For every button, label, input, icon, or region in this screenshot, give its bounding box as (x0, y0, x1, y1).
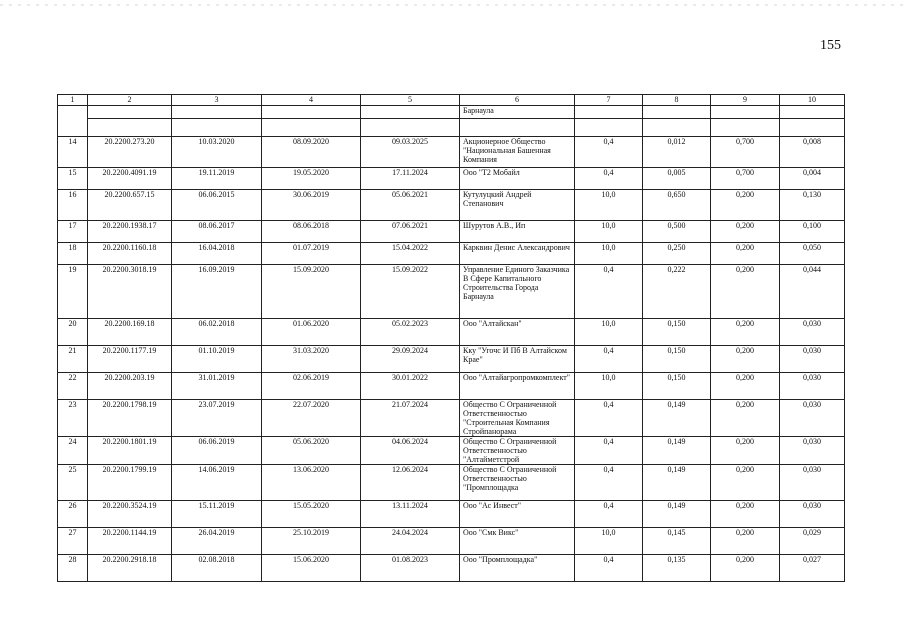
result-cell: 0,030 (780, 319, 845, 346)
date-start-cell: 15.06.2020 (262, 555, 361, 582)
organization-cell: Общество С Ограниченной Ответственностью "Строительная Компания Стройпанорама (460, 400, 575, 437)
date-issue-cell: 02.08.2018 (172, 555, 262, 582)
reg-number-cell: 20.2200.1160.18 (88, 243, 172, 265)
value-cell: 0,250 (643, 243, 711, 265)
date-end-cell: 21.07.2024 (361, 400, 460, 437)
coefficient-cell: 0,200 (711, 465, 780, 501)
reg-number-cell (88, 106, 172, 119)
date-issue-cell: 01.10.2019 (172, 346, 262, 373)
date-issue-cell: 06.02.2018 (172, 319, 262, 346)
result-cell: 0,030 (780, 501, 845, 528)
row-number: 20 (58, 319, 88, 346)
scan-noise-strip (0, 4, 905, 6)
voltage-cell: 10,0 (575, 528, 643, 555)
reg-number-cell: 20.2200.1177.19 (88, 346, 172, 373)
row-number: 16 (58, 190, 88, 221)
register-table (57, 94, 845, 582)
reg-number-cell: 20.2200.169.18 (88, 319, 172, 346)
result-cell: 0,008 (780, 137, 845, 168)
organization-cell: Управление Единого Заказчика В Сфере Капитального Строительства Города Барнаула (460, 265, 575, 319)
reg-number-cell: 20.2200.4091.19 (88, 168, 172, 190)
column-header-3: 3 (172, 95, 262, 106)
coefficient-cell: 0,200 (711, 528, 780, 555)
date-start-cell: 31.03.2020 (262, 346, 361, 373)
table-header (58, 95, 845, 106)
header-row (58, 95, 845, 106)
row-number: 18 (58, 243, 88, 265)
date-end-cell: 01.08.2023 (361, 555, 460, 582)
date-end-cell: 09.03.2025 (361, 137, 460, 168)
page-number: 155 (820, 38, 841, 53)
column-header-5: 5 (361, 95, 460, 106)
table-row (58, 190, 845, 221)
reg-number-cell: 20.2200.1799.19 (88, 465, 172, 501)
table-row (58, 137, 845, 168)
voltage-cell: 0,4 (575, 346, 643, 373)
voltage-cell: 10,0 (575, 190, 643, 221)
value-cell: 0,500 (643, 221, 711, 243)
date-start-cell: 15.09.2020 (262, 265, 361, 319)
value-cell: 0,005 (643, 168, 711, 190)
reg-number-cell: 20.2200.3018.19 (88, 265, 172, 319)
date-end-cell: 04.06.2024 (361, 437, 460, 465)
voltage-cell: 10,0 (575, 319, 643, 346)
organization-cell: Ооо "Алтайагропромкомплект" (460, 373, 575, 400)
date-issue-cell: 31.01.2019 (172, 373, 262, 400)
result-cell: 0,030 (780, 437, 845, 465)
organization-cell: Кутулуцкий Андрей Степанович (460, 190, 575, 221)
value-cell: 0,135 (643, 555, 711, 582)
coefficient-cell: 0,200 (711, 555, 780, 582)
row-number: 27 (58, 528, 88, 555)
date-end-cell: 15.09.2022 (361, 265, 460, 319)
reg-number-cell: 20.2200.1144.19 (88, 528, 172, 555)
carry-over-row (58, 106, 845, 119)
date-start-cell: 05.06.2020 (262, 437, 361, 465)
table-row (58, 373, 845, 400)
row-number: 26 (58, 501, 88, 528)
date-issue-cell: 10.03.2020 (172, 137, 262, 168)
value-cell: 0,650 (643, 190, 711, 221)
value-cell: 0,149 (643, 437, 711, 465)
result-cell: 0,030 (780, 465, 845, 501)
voltage-cell: 0,4 (575, 168, 643, 190)
column-header-9: 9 (711, 95, 780, 106)
date-end-cell: 12.06.2024 (361, 465, 460, 501)
organization-cell: Ооо "Алтайскан" (460, 319, 575, 346)
column-header-10: 10 (780, 95, 845, 106)
table-row (58, 528, 845, 555)
voltage-cell: 0,4 (575, 137, 643, 168)
value-cell (643, 106, 711, 119)
value-cell: 0,149 (643, 400, 711, 437)
date-issue-cell: 16.04.2018 (172, 243, 262, 265)
date-end-cell: 15.04.2022 (361, 243, 460, 265)
table-row (58, 319, 845, 346)
date-end-cell: 30.01.2022 (361, 373, 460, 400)
reg-number-cell: 20.2200.273.20 (88, 137, 172, 168)
voltage-cell: 10,0 (575, 373, 643, 400)
date-issue-cell: 14.06.2019 (172, 465, 262, 501)
voltage-cell: 0,4 (575, 437, 643, 465)
voltage-cell: 10,0 (575, 243, 643, 265)
value-cell: 0,012 (643, 137, 711, 168)
coefficient-cell: 0,200 (711, 190, 780, 221)
row-number (58, 106, 88, 137)
row-number: 15 (58, 168, 88, 190)
organization-cell: Акционерное Общество "Национальная Башенная Компания (460, 137, 575, 168)
date-end-cell: 24.04.2024 (361, 528, 460, 555)
result-cell: 0,030 (780, 400, 845, 437)
date-end-cell (361, 106, 460, 119)
reg-number-cell: 20.2200.657.15 (88, 190, 172, 221)
organization-cell: Ооо "T2 Мобайл (460, 168, 575, 190)
date-start-cell: 30.06.2019 (262, 190, 361, 221)
value-cell: 0,149 (643, 465, 711, 501)
date-issue-cell (172, 106, 262, 119)
coefficient-cell: 0,200 (711, 243, 780, 265)
column-header-8: 8 (643, 95, 711, 106)
date-start-cell: 22.07.2020 (262, 400, 361, 437)
coefficient-cell: 0,700 (711, 137, 780, 168)
reg-number-cell: 20.2200.3524.19 (88, 501, 172, 528)
coefficient-cell: 0,200 (711, 319, 780, 346)
result-cell: 0,004 (780, 168, 845, 190)
blank-row (58, 119, 845, 137)
value-cell: 0,150 (643, 373, 711, 400)
date-start-cell: 08.09.2020 (262, 137, 361, 168)
date-end-cell: 29.09.2024 (361, 346, 460, 373)
table-row (58, 265, 845, 319)
result-cell: 0,030 (780, 373, 845, 400)
date-end-cell: 05.06.2021 (361, 190, 460, 221)
row-number: 28 (58, 555, 88, 582)
voltage-cell: 0,4 (575, 400, 643, 437)
date-start-cell: 19.05.2020 (262, 168, 361, 190)
result-cell: 0,044 (780, 265, 845, 319)
reg-number-cell: 20.2200.1938.17 (88, 221, 172, 243)
result-cell: 0,050 (780, 243, 845, 265)
reg-number-cell: 20.2200.1801.19 (88, 437, 172, 465)
date-start-cell: 25.10.2019 (262, 528, 361, 555)
date-start-cell: 02.06.2019 (262, 373, 361, 400)
organization-cell: Ооо "Смк Викс" (460, 528, 575, 555)
organization-cell: Шурутов А.В., Ип (460, 221, 575, 243)
row-number: 23 (58, 400, 88, 437)
date-start-cell: 01.07.2019 (262, 243, 361, 265)
coefficient-cell: 0,200 (711, 346, 780, 373)
column-header-4: 4 (262, 95, 361, 106)
result-cell: 0,030 (780, 346, 845, 373)
table-row (58, 501, 845, 528)
result-cell: 0,027 (780, 555, 845, 582)
column-header-6: 6 (460, 95, 575, 106)
coefficient-cell: 0,200 (711, 501, 780, 528)
value-cell (711, 106, 780, 119)
table-row (58, 437, 845, 465)
value-cell: 0,145 (643, 528, 711, 555)
value-cell: 0,150 (643, 319, 711, 346)
date-issue-cell: 26.04.2019 (172, 528, 262, 555)
table-body (58, 106, 845, 582)
table-row (58, 221, 845, 243)
date-start-cell: 01.06.2020 (262, 319, 361, 346)
voltage-cell: 0,4 (575, 501, 643, 528)
coefficient-cell: 0,200 (711, 400, 780, 437)
organization-cell: Ооо "Промплощадка" (460, 555, 575, 582)
column-header-1: 1 (58, 95, 88, 106)
row-number: 17 (58, 221, 88, 243)
date-issue-cell: 08.06.2017 (172, 221, 262, 243)
organization-cell: Общество С Ограниченной Ответственностью "Алтайметстрой (460, 437, 575, 465)
date-start-cell: 13.06.2020 (262, 465, 361, 501)
date-issue-cell: 06.06.2019 (172, 437, 262, 465)
coefficient-cell: 0,200 (711, 373, 780, 400)
coefficient-cell: 0,200 (711, 437, 780, 465)
organization-cell: Общество С Ограниченной Ответственностью "Промплощадка (460, 465, 575, 501)
voltage-cell: 10,0 (575, 221, 643, 243)
date-end-cell: 05.02.2023 (361, 319, 460, 346)
row-number: 22 (58, 373, 88, 400)
value-cell (575, 106, 643, 119)
organization-cell: Барнаула (460, 106, 575, 119)
reg-number-cell: 20.2200.203.19 (88, 373, 172, 400)
date-issue-cell: 06.06.2015 (172, 190, 262, 221)
date-end-cell: 17.11.2024 (361, 168, 460, 190)
row-number: 25 (58, 465, 88, 501)
date-end-cell: 07.06.2021 (361, 221, 460, 243)
row-number: 24 (58, 437, 88, 465)
date-issue-cell: 23.07.2019 (172, 400, 262, 437)
coefficient-cell: 0,200 (711, 221, 780, 243)
organization-cell: Карквин Денис Александрович (460, 243, 575, 265)
coefficient-cell: 0,700 (711, 168, 780, 190)
table-row (58, 346, 845, 373)
table-row (58, 555, 845, 582)
table-row (58, 243, 845, 265)
date-start-cell: 08.06.2018 (262, 221, 361, 243)
organization-cell: Кку "Угочс И Пб В Алтайском Крае" (460, 346, 575, 373)
value-cell: 0,149 (643, 501, 711, 528)
column-header-2: 2 (88, 95, 172, 106)
row-number: 21 (58, 346, 88, 373)
value-cell: 0,150 (643, 346, 711, 373)
result-cell: 0,029 (780, 528, 845, 555)
value-cell (780, 106, 845, 119)
row-number: 19 (58, 265, 88, 319)
date-end-cell: 13.11.2024 (361, 501, 460, 528)
reg-number-cell: 20.2200.1798.19 (88, 400, 172, 437)
voltage-cell: 0,4 (575, 555, 643, 582)
result-cell: 0,100 (780, 221, 845, 243)
reg-number-cell: 20.2200.2918.18 (88, 555, 172, 582)
coefficient-cell: 0,200 (711, 265, 780, 319)
table-row (58, 400, 845, 437)
result-cell: 0,130 (780, 190, 845, 221)
date-issue-cell: 15.11.2019 (172, 501, 262, 528)
organization-cell: Ооо "Ас Инвест" (460, 501, 575, 528)
date-start-cell (262, 106, 361, 119)
column-header-7: 7 (575, 95, 643, 106)
voltage-cell: 0,4 (575, 465, 643, 501)
voltage-cell: 0,4 (575, 265, 643, 319)
date-issue-cell: 16.09.2019 (172, 265, 262, 319)
value-cell: 0,222 (643, 265, 711, 319)
table-row (58, 465, 845, 501)
date-start-cell: 15.05.2020 (262, 501, 361, 528)
date-issue-cell: 19.11.2019 (172, 168, 262, 190)
table-row (58, 168, 845, 190)
row-number: 14 (58, 137, 88, 168)
